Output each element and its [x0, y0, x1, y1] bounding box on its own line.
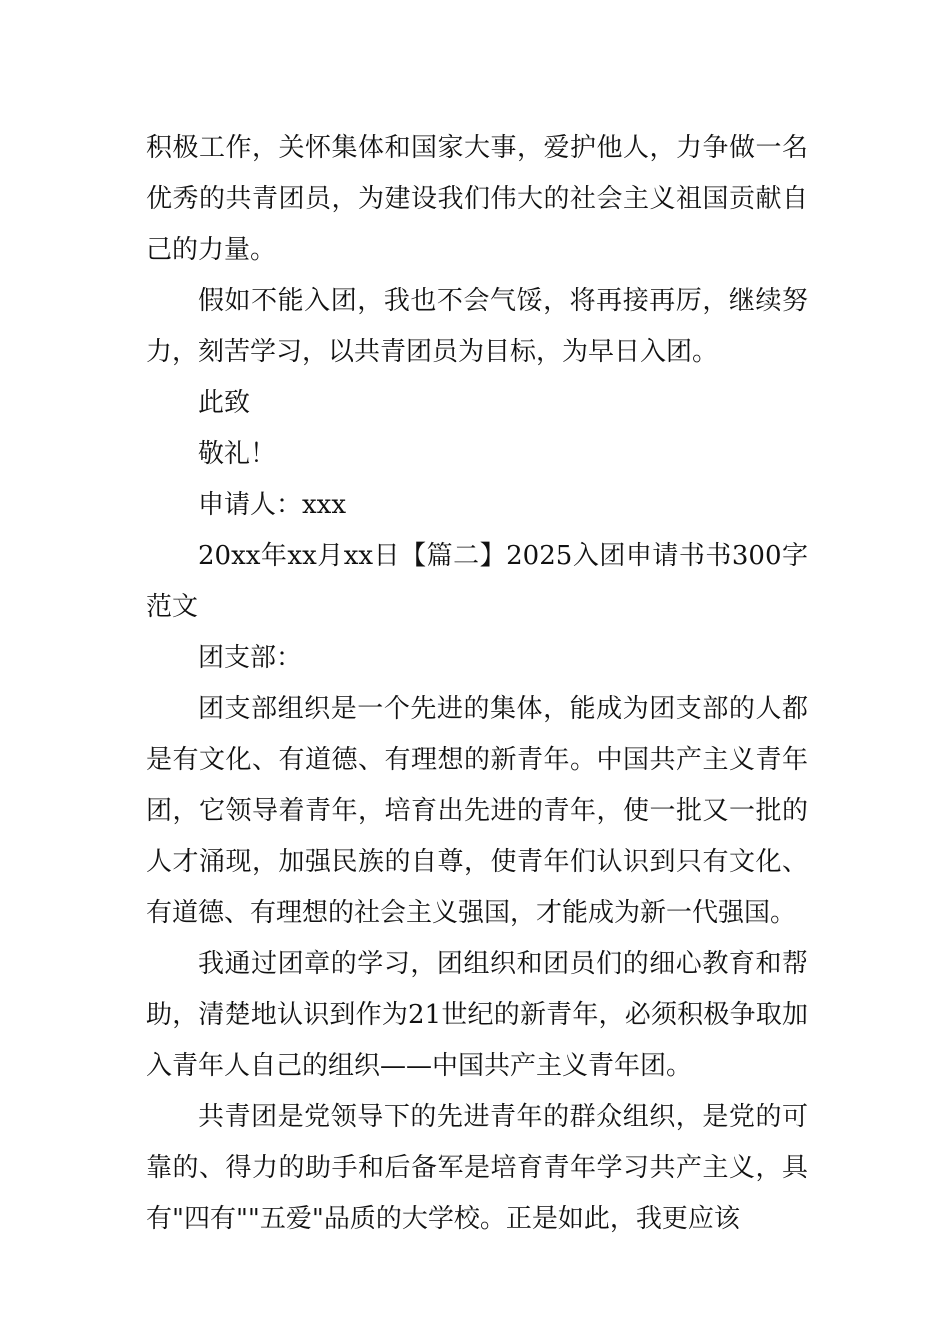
- document-body: [146, 123, 808, 1245]
- closing-jingli: 敬礼！: [198, 439, 277, 469]
- salutation: 团支部：: [198, 643, 303, 673]
- closing-cizhi: 此致: [198, 388, 251, 418]
- paragraph-if-not-admitted: 假如不能入团，我也不会气馁，将再接再厉，继续努力，刻苦学习，以共青团员为目标，为早日入团。: [146, 286, 808, 367]
- paragraph-study-charter: 我通过团章的学习，团组织和团员们的细心教育和帮助，清楚地认识到作为21世纪的新青年，必须积极争取加入青年人自己的组织——中国共产主义青年团。: [146, 949, 808, 1081]
- paragraph-league-branch: 团支部组织是一个先进的集体，能成为团支部的人都是有文化、有道德、有理想的新青年。中国共产主义青年团，它领导着青年，培育出先进的青年，使一批又一批的人才涌现，加强民族的自尊，使青年们认识到只有文化、有道德、有理想的社会主义强国，才能成为新一代强国。: [146, 694, 808, 928]
- paragraph-continued: 积极工作，关怀集体和国家大事，爱护他人，力争做一名优秀的共青团员，为建设我们伟大的社会主义祖国贡献自己的力量。: [146, 133, 808, 265]
- applicant-signature: 申请人：xxx: [198, 490, 346, 520]
- paragraph-youth-league: 共青团是党领导下的先进青年的群众组织，是党的可靠的、得力的助手和后备军是培育青年学习共产主义，具有"四有""五爱"品质的大学校。正是如此，我更应该: [146, 1102, 808, 1234]
- date-and-section-heading: 20xx年xx月xx日【篇二】2025入团申请书书300字范文: [146, 541, 808, 622]
